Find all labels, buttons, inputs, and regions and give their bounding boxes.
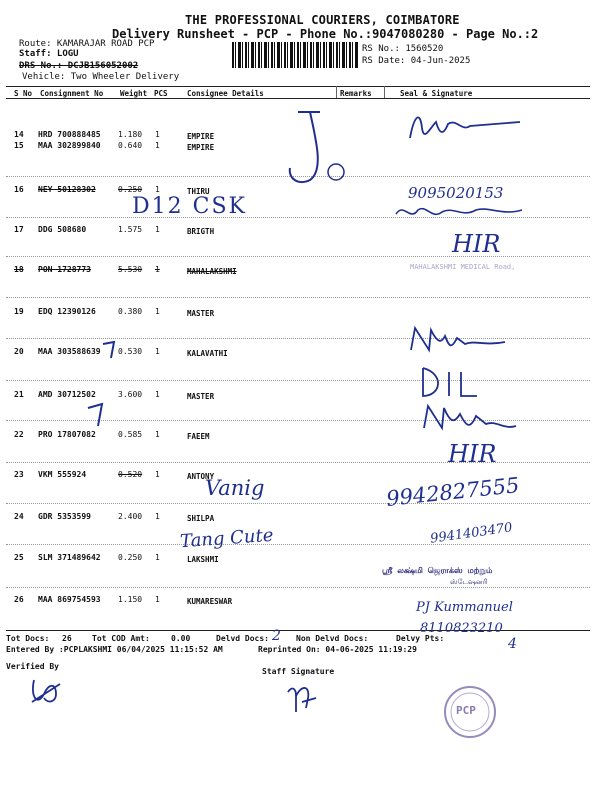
entered-by: Entered By :PCPLAKSHMI 06/04/2025 11:15:52 AM [6, 645, 223, 654]
table-head-rule [6, 98, 590, 99]
row24-handwritten-phone: 9941403470 [429, 520, 514, 547]
row16-handwritten-phone: 9095020153 [408, 184, 504, 202]
row-sno: 15 [14, 141, 24, 150]
row-consignment: PRO 17807082 [38, 430, 96, 439]
row-consignment: GDR 5353599 [38, 512, 91, 521]
stamp-row18: MAHALAKSHMI MEDICAL Road, [410, 263, 516, 271]
row-consignment: HRD 700888485 [38, 130, 101, 139]
row-weight: 2.400 [118, 512, 143, 521]
col-sno: S No [14, 89, 33, 98]
signature-row19 [405, 320, 515, 360]
tick-mark [84, 400, 114, 430]
staff-label: Staff: LOGU [19, 49, 79, 59]
verified-by-label: Verified By [6, 662, 59, 671]
row-pcs: 1 [155, 141, 160, 150]
row-separator [6, 297, 590, 298]
row-consignee: KALAVATHI [187, 349, 228, 358]
col-pcs: PCS [154, 89, 168, 98]
row-weight: 0.520 [118, 470, 143, 479]
row23-handwritten-phone: 9942827555 [385, 473, 521, 511]
row-pcs: 1 [155, 390, 160, 399]
row-consignment: DDG 508680 [38, 225, 87, 234]
row-pcs: 1 [155, 130, 160, 139]
row-weight: 3.600 [118, 390, 143, 399]
tot-docs-label: Tot Docs: [6, 634, 50, 643]
delvy-pts-label: Delvy Pts: [396, 634, 445, 643]
row-weight: 1.180 [118, 130, 143, 139]
delvd-docs-label: Delvd Docs: [216, 634, 269, 643]
staff-signature-mark [282, 678, 322, 718]
vehicle-label: Vehicle: Two Wheeler Delivery [22, 72, 180, 82]
signature-row16 [392, 200, 532, 224]
tick-mark [100, 338, 120, 360]
row-consignee: MASTER [187, 309, 215, 318]
row-consignment: SLM 371489642 [38, 553, 101, 562]
row-sno: 26 [14, 595, 24, 604]
row-sno: 14 [14, 130, 24, 139]
row-pcs: 1 [155, 512, 160, 521]
route-label: Route: KAMARAJAR ROAD PCP [19, 39, 155, 49]
row-consignee: LAKSHMI [187, 555, 219, 564]
row-consignment: PON 1728773 [38, 265, 91, 274]
row-sno: 19 [14, 307, 24, 316]
staff-signature-label: Staff Signature [262, 667, 335, 676]
row-weight: 0.640 [118, 141, 143, 150]
stamp-row25-line2: ஸ்டேஷனரி [450, 578, 488, 586]
row-pcs: 1 [155, 470, 160, 479]
row-separator [6, 503, 590, 504]
row-separator [6, 587, 590, 588]
row-consignee: EMPIRE [187, 143, 215, 152]
col-seal: Seal & Signature [400, 89, 473, 98]
delvy-pts-handwritten: 4 [508, 636, 517, 652]
row-pcs: 1 [155, 347, 160, 356]
hir-signature-row17: HIR [452, 230, 501, 258]
row-separator [6, 544, 590, 545]
row-consignment: MAA 869754593 [38, 595, 101, 604]
row-sno: 21 [14, 390, 24, 399]
rs-number: RS No.: 1560520 [362, 44, 444, 54]
row-consignee: EMPIRE [187, 132, 215, 141]
verified-by-signature [26, 672, 66, 708]
row-sno: 16 [14, 185, 24, 194]
row-weight: 5.530 [118, 265, 143, 274]
row-sno: 24 [14, 512, 24, 521]
row-consignee: ANTONY [187, 472, 215, 481]
signature-row14 [400, 108, 530, 148]
row-weight: 1.150 [118, 595, 143, 604]
row-sno: 17 [14, 225, 24, 234]
row-consignment: VKM 555924 [38, 470, 87, 479]
row-consignee: SHILPA [187, 514, 215, 523]
row-pcs: 1 [155, 307, 160, 316]
rs-date: RS Date: 04-Jun-2025 [362, 56, 471, 66]
col-consignee: Consignee Details [187, 89, 264, 98]
row-consignee: MASTER [187, 392, 215, 401]
row-weight: 0.380 [118, 307, 143, 316]
row-weight: 0.250 [118, 553, 143, 562]
row-sno: 23 [14, 470, 24, 479]
col-remarks: Remarks [340, 89, 372, 98]
row24-handwritten-note: Vanig [205, 476, 265, 500]
row-weight: 0.530 [118, 347, 143, 356]
row-consignment: MAA 303588639 [38, 347, 101, 356]
row-separator [6, 380, 590, 381]
delvd-docs-handwritten: 2 [272, 628, 281, 644]
row-consignee: BRIGTH [187, 227, 215, 236]
row-weight: 1.575 [118, 225, 143, 234]
hir-signature-row22: HIR [448, 440, 497, 468]
row16-handwritten-note: D12 CSK [132, 194, 247, 219]
row-consignment: NEY 50128302 [38, 185, 96, 194]
row14-15-scribble [280, 100, 350, 190]
row-weight: 0.585 [118, 430, 143, 439]
row-consignment: MAA 302899840 [38, 141, 101, 150]
table-top-rule [6, 86, 590, 87]
row-consignee: KUMARESWAR [187, 597, 233, 606]
signature-row20 [415, 362, 485, 402]
non-delvd-docs-label: Non Delvd Docs: [296, 634, 369, 643]
row-separator [6, 256, 590, 257]
tot-docs-value: 26 [62, 634, 72, 643]
stamp-row25-line1: ஸ்ரீ லக்ஷ்மி ஜெராக்ஸ் மற்றும் [382, 566, 493, 575]
tot-cod-value: 0.00 [171, 634, 191, 643]
row-pcs: 1 [155, 430, 160, 439]
row-pcs: 1 [155, 225, 160, 234]
row-pcs: 1 [155, 553, 160, 562]
reprinted-on: Reprinted On: 04-06-2025 11:19:29 [258, 645, 417, 654]
row-sno: 22 [14, 430, 24, 439]
company-name: THE PROFESSIONAL COURIERS, COIMBATORE [185, 13, 460, 27]
row-sno: 20 [14, 347, 24, 356]
row-weight: 0.250 [118, 185, 143, 194]
col-weight: Weight [120, 89, 148, 98]
row-consignee: MAHALAKSHMI [187, 267, 237, 276]
round-stamp-text: PCP [456, 704, 476, 717]
barcode [232, 42, 358, 68]
drs-number: DRS No.: DCJB156052002 [19, 61, 139, 71]
row-consignee: THIRU [187, 187, 210, 196]
tot-cod-label: Tot COD Amt: [92, 634, 150, 643]
row-pcs: 1 [155, 185, 160, 194]
row-pcs: 1 [155, 265, 160, 274]
row26-handwritten-name: PJ Kummanuel [416, 600, 513, 615]
row-sno: 18 [14, 265, 24, 274]
row-consignment: AMD 30712502 [38, 390, 96, 399]
row-pcs: 1 [155, 595, 160, 604]
runsheet-title: Delivery Runsheet - PCP - Phone No.:9047080280 - Page No.:2 [112, 27, 539, 41]
row-consignment: EDQ 12390126 [38, 307, 96, 316]
col-consignment: Consignment No [40, 89, 104, 98]
signature-row21 [420, 400, 520, 440]
row-consignee: FAEEM [187, 432, 210, 441]
row24-handwritten-note-2: Tang Cute [179, 524, 275, 553]
row-separator [6, 462, 590, 463]
remarks-divider [336, 86, 337, 98]
table-row [6, 550, 590, 590]
row26-handwritten-phone: 8110823210 [420, 621, 503, 636]
seal-divider [384, 86, 385, 98]
row-sno: 25 [14, 553, 24, 562]
